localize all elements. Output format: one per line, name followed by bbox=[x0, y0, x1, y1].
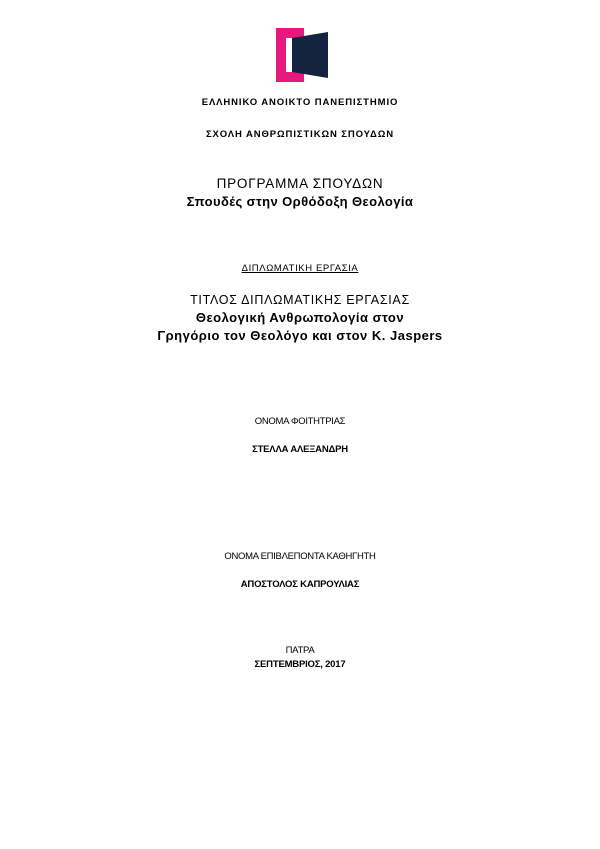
supervisor-name: ΑΠΟΣΤΟΛΟΣ ΚΑΠΡΟΥΛΙΑΣ bbox=[240, 579, 360, 590]
thesis-title-label: ΤΙΤΛΟΣ ΔΙΠΛΩΜΑΤΙΚΗΣ ΕΡΓΑΣΙΑΣ bbox=[190, 293, 410, 307]
city: ΠΑΤΡΑ bbox=[285, 645, 315, 656]
thesis-title-line-2: Γρηγόριο τον Θεολόγο και στον Κ. Jaspers bbox=[157, 328, 443, 343]
student-label: ΟΝΟΜΑ ΦΟΙΤΗΤΡΙΑΣ bbox=[254, 416, 346, 427]
thesis-title-line-1: Θεολογική Ανθρωπολογία στον bbox=[195, 310, 405, 325]
university-name: ΕΛΛΗΝΙΚΟ ΑΝΟΙΚΤΟ ΠΑΝΕΠΙΣΤΗΜΙΟ bbox=[201, 97, 399, 108]
university-logo bbox=[276, 28, 328, 82]
program-label: ΠΡΟΓΡΑΜΜΑ ΣΠΟΥΔΩΝ bbox=[216, 176, 384, 191]
student-name: ΣΤΕΛΛΑ ΑΛΕΞΑΝΔΡΗ bbox=[252, 444, 348, 455]
thesis-type-label: ΔΙΠΛΩΜΑΤΙΚΗ ΕΡΓΑΣΙΑ bbox=[241, 263, 359, 274]
date: ΣΕΠΤΕΜΒΡΙΟΣ, 2017 bbox=[254, 659, 346, 670]
supervisor-label: ΟΝΟΜΑ ΕΠΙΒΛΕΠΟΝΤΑ ΚΑΘΗΓΗΤΗ bbox=[224, 551, 376, 562]
program-name: Σπουδές στην Ορθόδοξη Θεολογία bbox=[186, 194, 414, 209]
school-name: ΣΧΟΛΗ ΑΝΘΡΩΠΙΣΤΙΚΩΝ ΣΠΟΥΔΩΝ bbox=[205, 129, 395, 140]
